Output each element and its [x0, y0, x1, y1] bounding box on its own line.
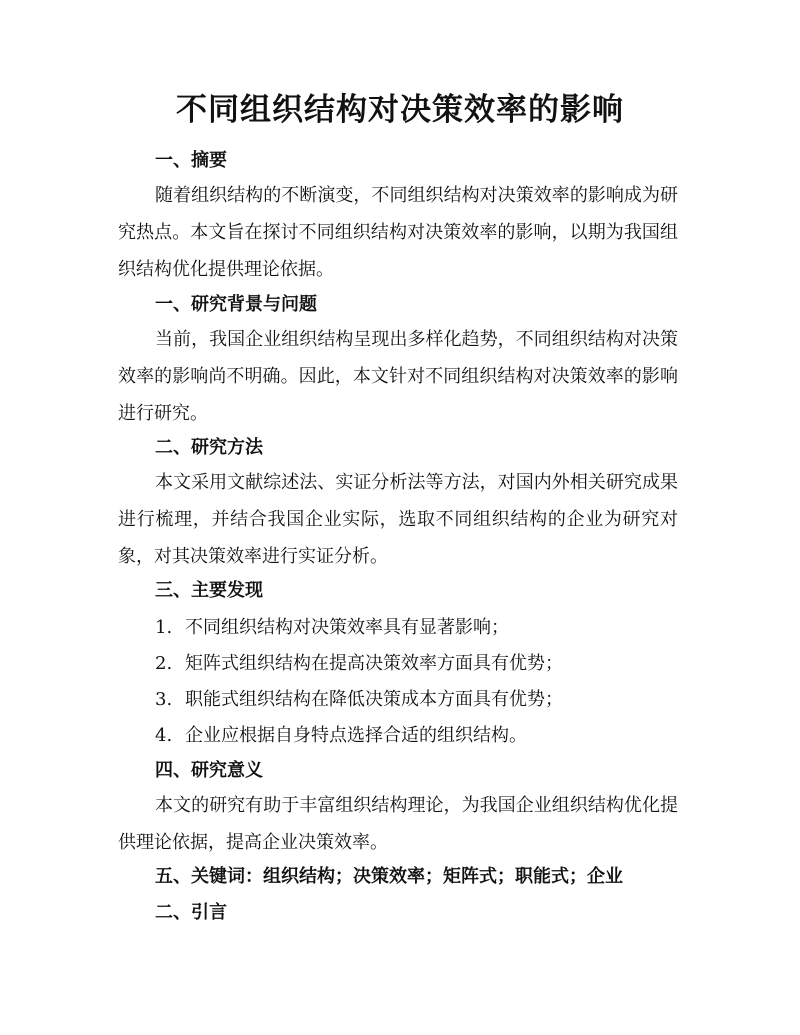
finding-number: 1. [155, 617, 173, 638]
intro-heading: 二、引言 [155, 902, 227, 923]
finding-number: 3. [155, 689, 173, 710]
background-paragraph: 当前，我国企业组织结构呈现出多样化趋势，不同组织结构对决策效率的影响尚不明确。因此，本文针对不同组织结构对决策效率的影响进行研究。 [118, 329, 678, 424]
keywords-line: 五、关键词：组织结构；决策效率；矩阵式；职能式；企业 [155, 866, 623, 887]
finding-number: 2. [155, 653, 173, 674]
background-heading: 一、研究背景与问题 [155, 294, 317, 315]
finding-item [155, 651, 563, 677]
document-title: 不同组织结构对决策效率的影响 [176, 92, 624, 128]
finding-text: 不同组织结构对决策效率具有显著影响； [185, 617, 509, 638]
method-paragraph: 本文采用文献综述法、实证分析法等方法，对国内外相关研究成果进行梳理，并结合我国企业实际，选取不同组织结构的企业为研究对象，对其决策效率进行实证分析。 [118, 472, 678, 567]
finding-text: 职能式组织结构在降低决策成本方面具有优势； [185, 689, 563, 710]
finding-item [155, 687, 563, 713]
finding-item [155, 615, 509, 641]
abstract-heading: 一、摘要 [155, 150, 227, 171]
finding-text: 企业应根据自身特点选择合适的组织结构。 [185, 725, 527, 746]
significance-paragraph: 本文的研究有助于丰富组织结构理论，为我国企业组织结构优化提供理论依据，提高企业决策效率。 [118, 795, 678, 853]
finding-item [155, 723, 527, 749]
significance-heading: 四、研究意义 [155, 760, 263, 781]
findings-heading: 三、主要发现 [155, 580, 263, 601]
abstract-paragraph: 随着组织结构的不断演变，不同组织结构对决策效率的影响成为研究热点。本文旨在探讨不同组织结构对决策效率的影响，以期为我国组织结构优化提供理论依据。 [118, 185, 678, 280]
finding-text: 矩阵式组织结构在提高决策效率方面具有优势； [185, 653, 563, 674]
finding-number: 4. [155, 725, 173, 746]
method-heading: 二、研究方法 [155, 437, 263, 458]
